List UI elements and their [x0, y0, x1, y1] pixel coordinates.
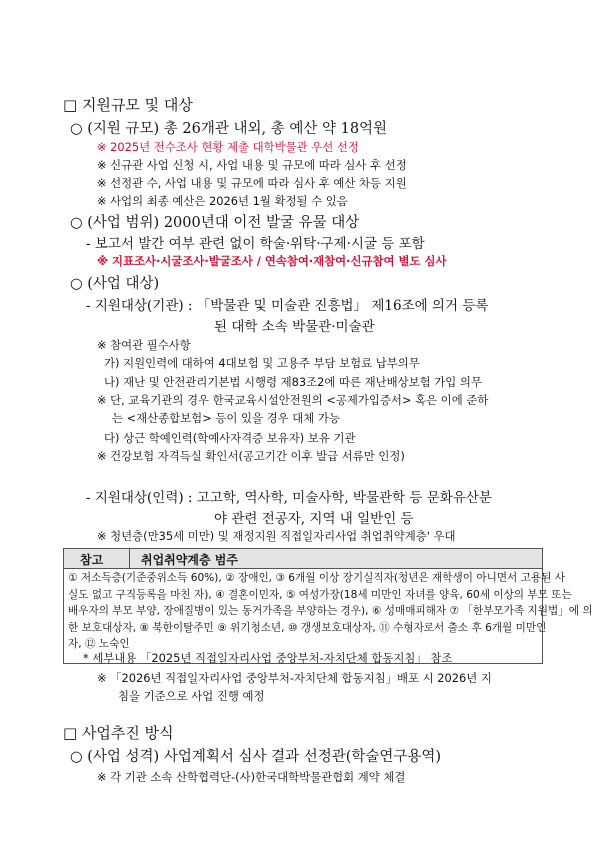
- reference-label: 참고: [80, 553, 104, 567]
- requirement-health-certificate: ※ 건강보험 자격득실 확인서(공고기간 이후 발급 서류만 인정): [97, 449, 405, 463]
- requirement-insurance: 가) 지원인력에 대하여 4대보험 및 고용주 부담 보험료 납부의무: [104, 356, 420, 370]
- section-title-method: □ 사업추진 방식: [63, 724, 174, 742]
- section-title-support-scale: □ 지원규모 및 대상: [63, 96, 193, 114]
- requirement-curator: 다) 상근 학예인력(학예사자격증 보유자) 보유 기관: [104, 431, 356, 445]
- scale-note-new: ※ 신규관 사업 신청 시, 사업 내용 및 규모에 따라 심사 후 선정: [97, 158, 407, 172]
- reference-line: 실도 없고 구직등록을 마친 자), ④ 결혼이민자, ⑤ 여성가장(18세 미만인 자녀를 양육, 60세 이상의 부모 또는: [68, 588, 572, 601]
- reference-header-divider: [129, 549, 130, 568]
- reference-line: 자, ⑫ 노숙인: [68, 638, 130, 650]
- reference-title: 취업취약계층 범주: [141, 553, 238, 567]
- method-contract-note: ※ 각 기관 소속 산학협력단-(사)한국대학박물관협회 계약 체결: [97, 770, 406, 784]
- reference-line: 배우자의 부모 부양, 장애질병이 있는 동거가족을 부양하는 경우), ⑥ 성매매피해자 ⑦ 「한부모가족 지원법」에 의: [68, 605, 593, 617]
- requirement-disaster-insurance: 나) 재난 및 안전관리기본법 시행령 제83조2에 따른 재난배상보험 가입 의무: [104, 375, 482, 389]
- scope-heading: ○ (사업 범위) 2000년대 이전 발굴 유물 대상: [70, 215, 360, 231]
- detail-reference-2026-line2: 침을 기준으로 사업 진행 예정: [118, 689, 265, 703]
- reference-line: ① 저소득층(기준중위소득 60%), ② 장애인, ③ 6개월 이상 장기실직자(청년은 재학생이 아니면서 고용된 사: [68, 572, 565, 584]
- target-institution-line1: - 지원대상(기관) : 「박물관 및 미술관 진흥법」 제16조에 의거 등록: [86, 298, 489, 314]
- target-institution-line2: 된 대학 소속 박물관·미술관: [214, 319, 375, 335]
- scale-note-final-budget: ※ 사업의 최종 예산은 2026년 1월 확정될 수 있음: [97, 194, 348, 208]
- requirement-edu-note-line2: 는 <재산종합보험> 등이 있을 경우 대체 가능: [112, 411, 340, 425]
- requirements-title: ※ 참여관 필수사항: [97, 338, 191, 352]
- scale-note-priority: ※ 2025년 전수조사 현황 제출 대학박물관 우선 선정: [97, 140, 359, 154]
- detail-reference-2025: * 세부내용 「2025년 직접일자리사업 중앙부처-자치단체 합동지침」 참조: [83, 651, 453, 665]
- requirement-edu-note-line1: ※ 단, 교육기관의 경우 한국교육시설안전원의 <공제가입증서> 혹은 이에 준하: [97, 393, 489, 407]
- target-personnel-preference: ※ 청년층(만35세 미만) 및 재정지원 직접일자리사업 취업취약계층' 우대: [97, 529, 456, 543]
- target-personnel-line1: - 지원대상(인력) : 고고학, 역사학, 미술사학, 박물관학 등 문화유산분: [86, 490, 492, 506]
- reference-box-vulnerable-groups: [63, 548, 593, 664]
- scale-note-differential: ※ 선정관 수, 사업 내용 및 규모에 따라 심사 후 예산 차등 지원: [97, 176, 407, 190]
- method-heading: ○ (사업 성격) 사업계획서 심사 결과 선정관(학술연구용역): [70, 749, 442, 765]
- scope-line-reports: - 보고서 발간 여부 관련 없이 학술·위탁·구제·시굴 등 포함: [86, 236, 425, 252]
- target-personnel-line2: 야 관련 전공자, 지역 내 일반인 등: [214, 511, 414, 527]
- reference-box-body: [68, 570, 593, 653]
- detail-reference-2026-line1: ※ 「2026년 직접일자리사업 중앙부처-자치단체 합동지침」배포 시 2026년 지: [97, 671, 492, 685]
- reference-line: 한 보호대상자, ⑧ 북한이탈주민 ⑨ 위기청소년, ⑩ 갱생보호대상자, ⑪ 수형자로서 출소 후 6개월 미만인: [68, 621, 547, 634]
- scale-heading: ○ (지원 규모) 총 26개관 내외, 총 예산 약 18억원: [70, 121, 388, 137]
- target-heading: ○ (사업 대상): [70, 276, 160, 292]
- reference-box-header: [64, 549, 542, 569]
- scope-line-survey-types: ※ 지표조사·시굴조사·발굴조사 / 연속참여·재참여·신규참여 별도 심사: [97, 254, 447, 268]
